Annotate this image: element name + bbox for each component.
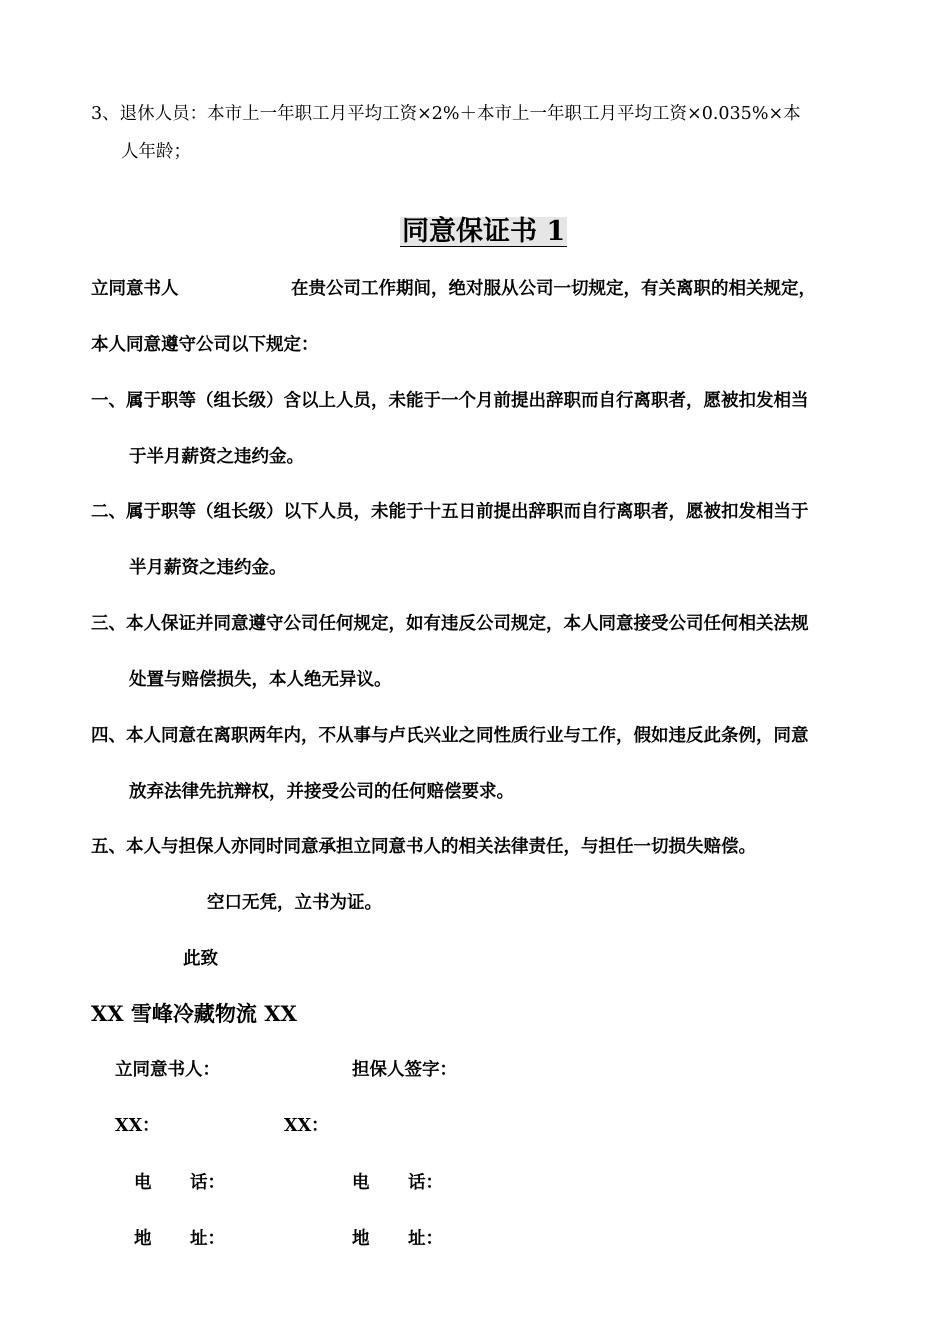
intro-text: 在贵公司工作期间，绝对服从公司一切规定，有关离职的相关规定， [291,279,816,299]
signer-address-label-b: 址： [190,1229,225,1249]
clause-1-line2: 于半月薪资之违约金。 [129,447,304,467]
signer-address-label-a: 地 [134,1229,152,1249]
company-name: XX 雪峰冷藏物流 XX [91,1001,297,1026]
clause-2-line1: 二、属于职等（组长级）以下人员，未能于十五日前提出辞职而自行离职者，愿被扣发相当于 [91,502,809,522]
guarantor-address-label-b: 址： [408,1229,443,1249]
clause-1-line1: 一、属于职等（组长级）含以上人员，未能于一个月前提出辞职而自行离职者，愿被扣发相当 [91,391,809,411]
signer-phone-label-b: 话： [190,1173,225,1193]
guarantor-xx-label: XX： [284,1116,329,1136]
signer-xx-label: XX： [115,1116,160,1136]
closing-statement: 空口无凭，立书为证。 [207,893,382,913]
guarantor-phone-label-b: 话： [408,1173,443,1193]
clause-5-line1: 五、本人与担保人亦同时同意承担立同意书人的相关法律责任，与担任一切损失赔偿。 [91,837,756,857]
clause-3-line2: 处置与赔偿损失，本人绝无异议。 [129,670,392,690]
guarantor-label: 担保人签字： [352,1060,457,1080]
guarantor-address-label-a: 地 [352,1229,370,1249]
clause-4-line1: 四、本人同意在离职两年内，不从事与卢氏兴业之同性质行业与工作，假如违反此条例，同意 [91,726,809,746]
intro-line2: 本人同意遵守公司以下规定： [91,335,319,355]
prior-item-line1: 3、退休人员：本市上一年职工月平均工资×2%＋本市上一年职工月平均工资×0.035%×本 [91,104,801,124]
document-title: 同意保证书 1 [402,216,566,247]
clause-3-line1: 三、本人保证并同意遵守公司任何规定，如有违反公司规定，本人同意接受公司任何相关法规 [91,614,809,634]
clause-2-line2: 半月薪资之违约金。 [129,558,287,578]
guarantor-phone-label-a: 电 [352,1173,370,1193]
salutation: 此致 [183,949,218,969]
signer-phone-label-a: 电 [134,1173,152,1193]
clause-4-line2: 放弃法律先抗辩权，并接受公司的任何赔偿要求。 [129,782,514,802]
intro-label: 立同意书人 [91,279,179,299]
signer-label: 立同意书人： [115,1060,220,1080]
prior-item-line2: 人年龄； [121,142,191,162]
